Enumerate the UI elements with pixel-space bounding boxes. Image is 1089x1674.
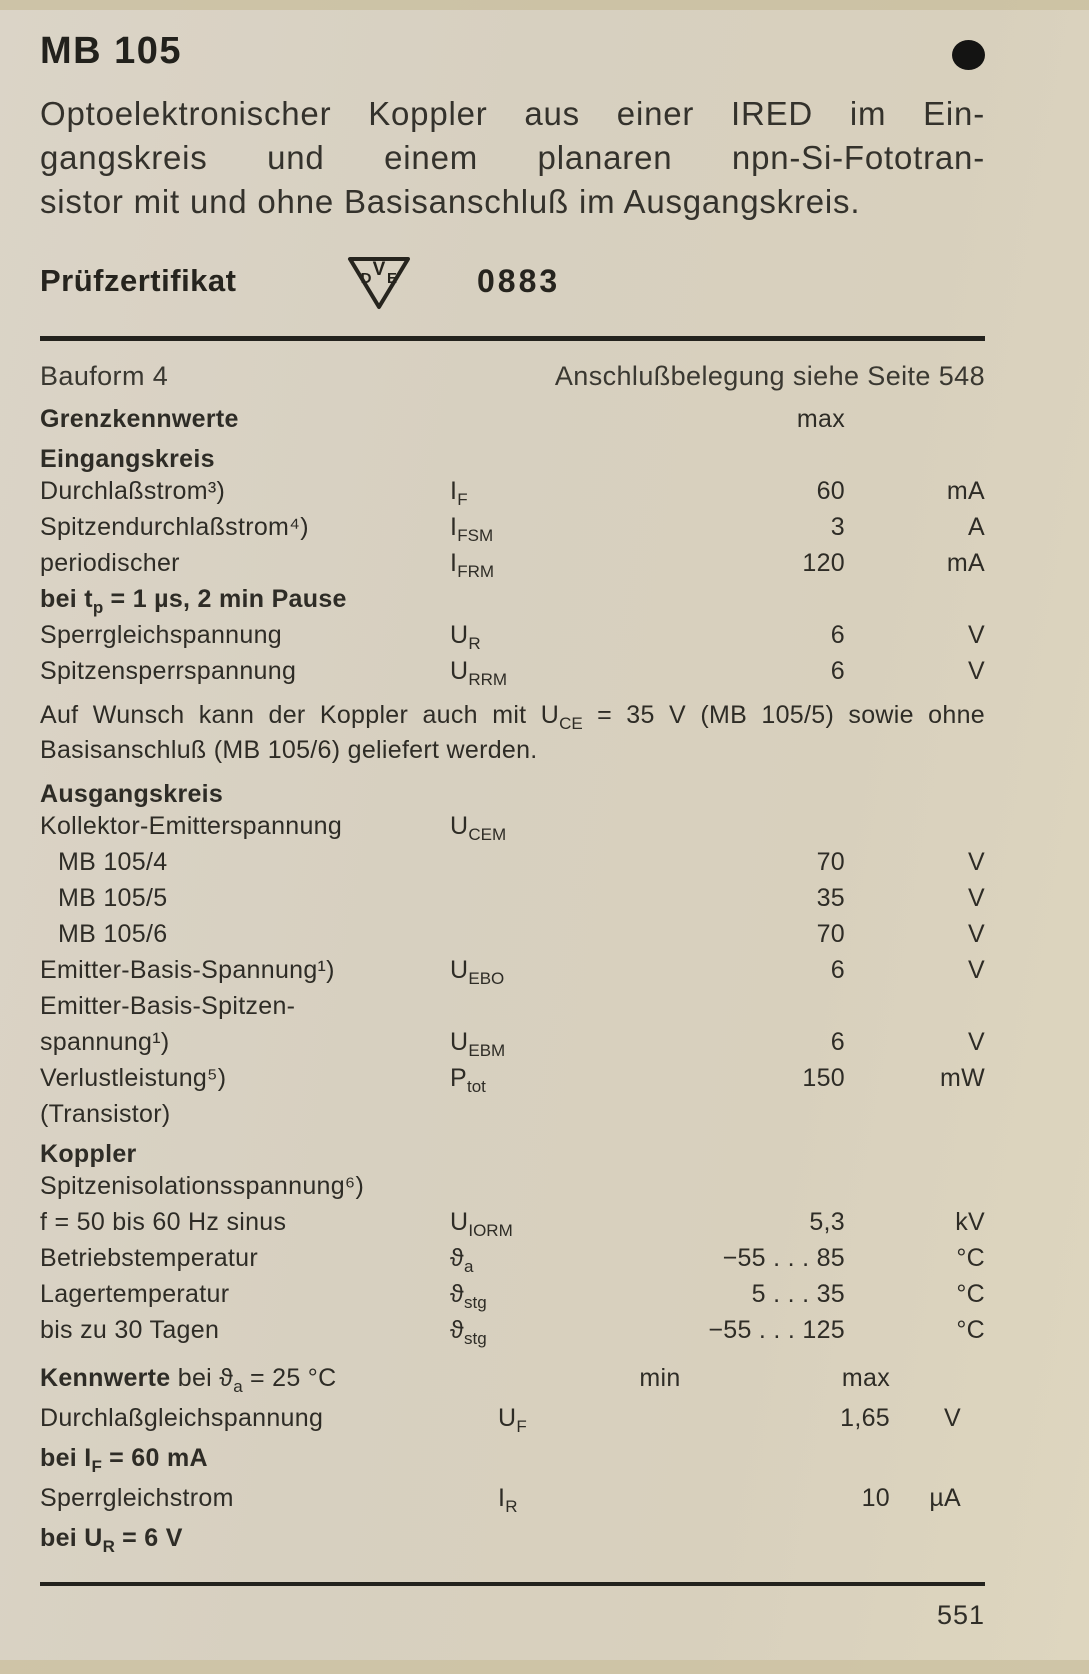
row-label: bei $I_F = 60$ mA <box>40 1444 208 1476</box>
row-symbol: $P_{tot}$ <box>450 1064 486 1096</box>
row-label: Durchlaßstrom³) <box>40 477 226 505</box>
max-column-header: max <box>841 1364 890 1392</box>
row-label: Emitter-Basis-Spannung¹) <box>40 956 335 984</box>
row-symbol: $ϑ_{stg}$ <box>450 1316 487 1348</box>
row-symbol: $U_{CEM}$ <box>450 812 507 844</box>
row-unit: µA <box>929 1484 961 1512</box>
row-symbol: $I_{FRM}$ <box>450 549 495 581</box>
row-label: Emitter-Basis-Spitzen- <box>40 992 296 1020</box>
row-symbol: $I_{FSM}$ <box>450 513 494 545</box>
row-value: 5 . . . 35 <box>751 1280 845 1308</box>
table-row <box>40 1524 985 1564</box>
intro-paragraph <box>40 92 985 224</box>
page-number: 551 <box>936 1600 985 1630</box>
row-unit: °C <box>956 1316 985 1344</box>
svg-text:V: V <box>372 259 386 280</box>
table-row <box>40 621 985 657</box>
kennwerte-title: Kennwerte bei $ϑ_a = 25$ °C <box>40 1364 337 1396</box>
table-row <box>40 1172 985 1208</box>
row-symbol: $U_{EBO}$ <box>450 956 505 988</box>
divider-rule-top <box>40 336 985 341</box>
row-unit: kV <box>955 1208 985 1236</box>
grenzkennwerte-header-row <box>40 405 985 441</box>
row-value: 70 <box>816 848 845 876</box>
row-unit: V <box>968 956 985 984</box>
row-label: MB 105/5 <box>58 884 168 912</box>
row-value: 1,65 <box>840 1404 890 1432</box>
row-symbol: $U_{EBM}$ <box>450 1028 506 1060</box>
divider-rule-bottom <box>40 1582 985 1586</box>
kennwerte-section <box>40 1364 985 1564</box>
row-symbol: $I_F$ <box>450 477 468 509</box>
section-eingangskreis-title: Eingangskreis <box>40 444 215 473</box>
table-row <box>40 1064 985 1100</box>
row-unit: V <box>968 657 985 685</box>
table-row <box>40 1244 985 1280</box>
row-label: f = 50 bis 60 Hz sinus <box>40 1208 287 1236</box>
intro-line: gangskreis und einem planaren npn-Si-Fototran- <box>40 139 985 176</box>
certificate-row <box>40 250 985 312</box>
row-label: Sperrgleichspannung <box>40 621 282 649</box>
intro-line: Optoelektronischer Koppler aus einer IRED im Ein- <box>40 95 985 132</box>
row-unit: V <box>968 1028 985 1056</box>
row-symbol: $U_{IORM}$ <box>450 1208 513 1240</box>
table-row <box>40 585 985 621</box>
row-label: MB 105/4 <box>58 848 168 876</box>
section-koppler-title: Koppler <box>40 1139 137 1168</box>
row-unit: A <box>968 513 985 541</box>
row-label: Lagertemperatur <box>40 1280 230 1308</box>
row-unit: V <box>944 1404 961 1432</box>
title-row <box>40 30 985 76</box>
row-unit: V <box>968 848 985 876</box>
table-row <box>40 1404 985 1444</box>
table-row <box>40 1028 985 1064</box>
row-label: Verlustleistung⁵) <box>40 1064 227 1092</box>
min-column-header: min <box>639 1364 681 1392</box>
row-value: 6 <box>830 657 845 685</box>
row-value: 150 <box>802 1064 845 1092</box>
intro-line: sistor mit und ohne Basisanschluß im Ausgangskreis. <box>40 183 861 220</box>
row-label: (Transistor) <box>40 1100 171 1128</box>
table-row <box>40 1280 985 1316</box>
row-label: Spitzendurchlaßstrom⁴) <box>40 513 309 541</box>
row-unit: °C <box>956 1244 985 1272</box>
row-value: 70 <box>816 920 845 948</box>
row-symbol: $U_{RRM}$ <box>450 657 508 689</box>
table-row <box>40 848 985 884</box>
row-symbol: $U_F$ <box>498 1404 527 1436</box>
row-label: Spitzenisolationsspannung⁶) <box>40 1172 365 1200</box>
bauform-row <box>40 361 985 393</box>
certificate-number: 0883 <box>477 262 561 299</box>
certificate-label: Prüfzertifikat <box>40 263 237 298</box>
row-value: 60 <box>816 477 845 505</box>
row-label: Betriebstemperatur <box>40 1244 258 1272</box>
table-row <box>40 1484 985 1524</box>
table-row <box>40 812 985 848</box>
row-unit: °C <box>956 1280 985 1308</box>
table-row <box>40 1316 985 1352</box>
row-value: 10 <box>861 1484 890 1512</box>
table-row <box>40 992 985 1028</box>
row-value: 6 <box>830 956 845 984</box>
table-row <box>40 1100 985 1136</box>
row-symbol: $U_R$ <box>450 621 481 653</box>
table-row <box>40 657 985 693</box>
row-label: bei $t_p = 1$ µs, 2 min Pause <box>40 585 347 617</box>
scan-edge-bottom <box>0 1660 1089 1674</box>
row-value: 35 <box>816 884 845 912</box>
kennwerte-header-row <box>40 1364 985 1404</box>
row-unit: mA <box>946 549 985 577</box>
row-value: −55 . . . 125 <box>708 1316 845 1344</box>
row-value: 6 <box>830 621 845 649</box>
table-row <box>40 1208 985 1244</box>
table-row <box>40 956 985 992</box>
row-label: periodischer <box>40 549 180 577</box>
section-ausgangskreis-title: Ausgangskreis <box>40 779 224 808</box>
row-unit: mA <box>946 477 985 505</box>
row-value: 5,3 <box>809 1208 845 1236</box>
scan-edge-top <box>0 0 1089 10</box>
table-row <box>40 549 985 585</box>
table-row <box>40 884 985 920</box>
page-content <box>40 30 985 1631</box>
row-label: Kollektor-Emitterspannung <box>40 812 343 840</box>
page-title: MB 105 <box>40 30 183 72</box>
table-row <box>40 1444 985 1484</box>
note-paragraph: Auf Wunsch kann der Koppler auch mit $U_{CE} = 35$ V (MB 105/5) sowie ohne Basisanschluß (MB 105/6) geliefert werden. <box>40 701 985 764</box>
row-value: 120 <box>802 549 845 577</box>
row-unit: mW <box>939 1064 985 1092</box>
vde-logo-icon <box>345 250 413 312</box>
row-label: MB 105/6 <box>58 920 168 948</box>
row-label: bei $U_R = 6$ V <box>40 1524 183 1556</box>
table-row <box>40 477 985 513</box>
row-value: 6 <box>830 1028 845 1056</box>
bauform-label: Bauform 4 <box>40 361 169 391</box>
section-grenzkennwerte-title: Grenzkennwerte <box>40 405 239 433</box>
row-value: −55 . . . 85 <box>722 1244 845 1272</box>
svg-text:D: D <box>360 270 372 287</box>
row-unit: V <box>968 884 985 912</box>
row-unit: V <box>968 920 985 948</box>
row-label: bis zu 30 Tagen <box>40 1316 220 1344</box>
row-value: 3 <box>830 513 845 541</box>
row-label: Sperrgleichstrom <box>40 1484 234 1512</box>
bullet-dot-icon <box>952 40 985 70</box>
table-row <box>40 920 985 956</box>
row-symbol: $ϑ_{stg}$ <box>450 1280 487 1312</box>
row-label: Durchlaßgleichspannung <box>40 1404 324 1432</box>
max-column-header: max <box>796 405 845 433</box>
row-label: spannung¹) <box>40 1028 170 1056</box>
row-symbol: $ϑ_a$ <box>450 1244 474 1276</box>
svg-text:E: E <box>386 270 398 287</box>
row-symbol: $I_R$ <box>498 1484 518 1516</box>
row-unit: V <box>968 621 985 649</box>
table-row <box>40 513 985 549</box>
pinout-reference: Anschlußbelegung siehe Seite 548 <box>554 361 985 391</box>
row-label: Spitzensperrspannung <box>40 657 297 685</box>
